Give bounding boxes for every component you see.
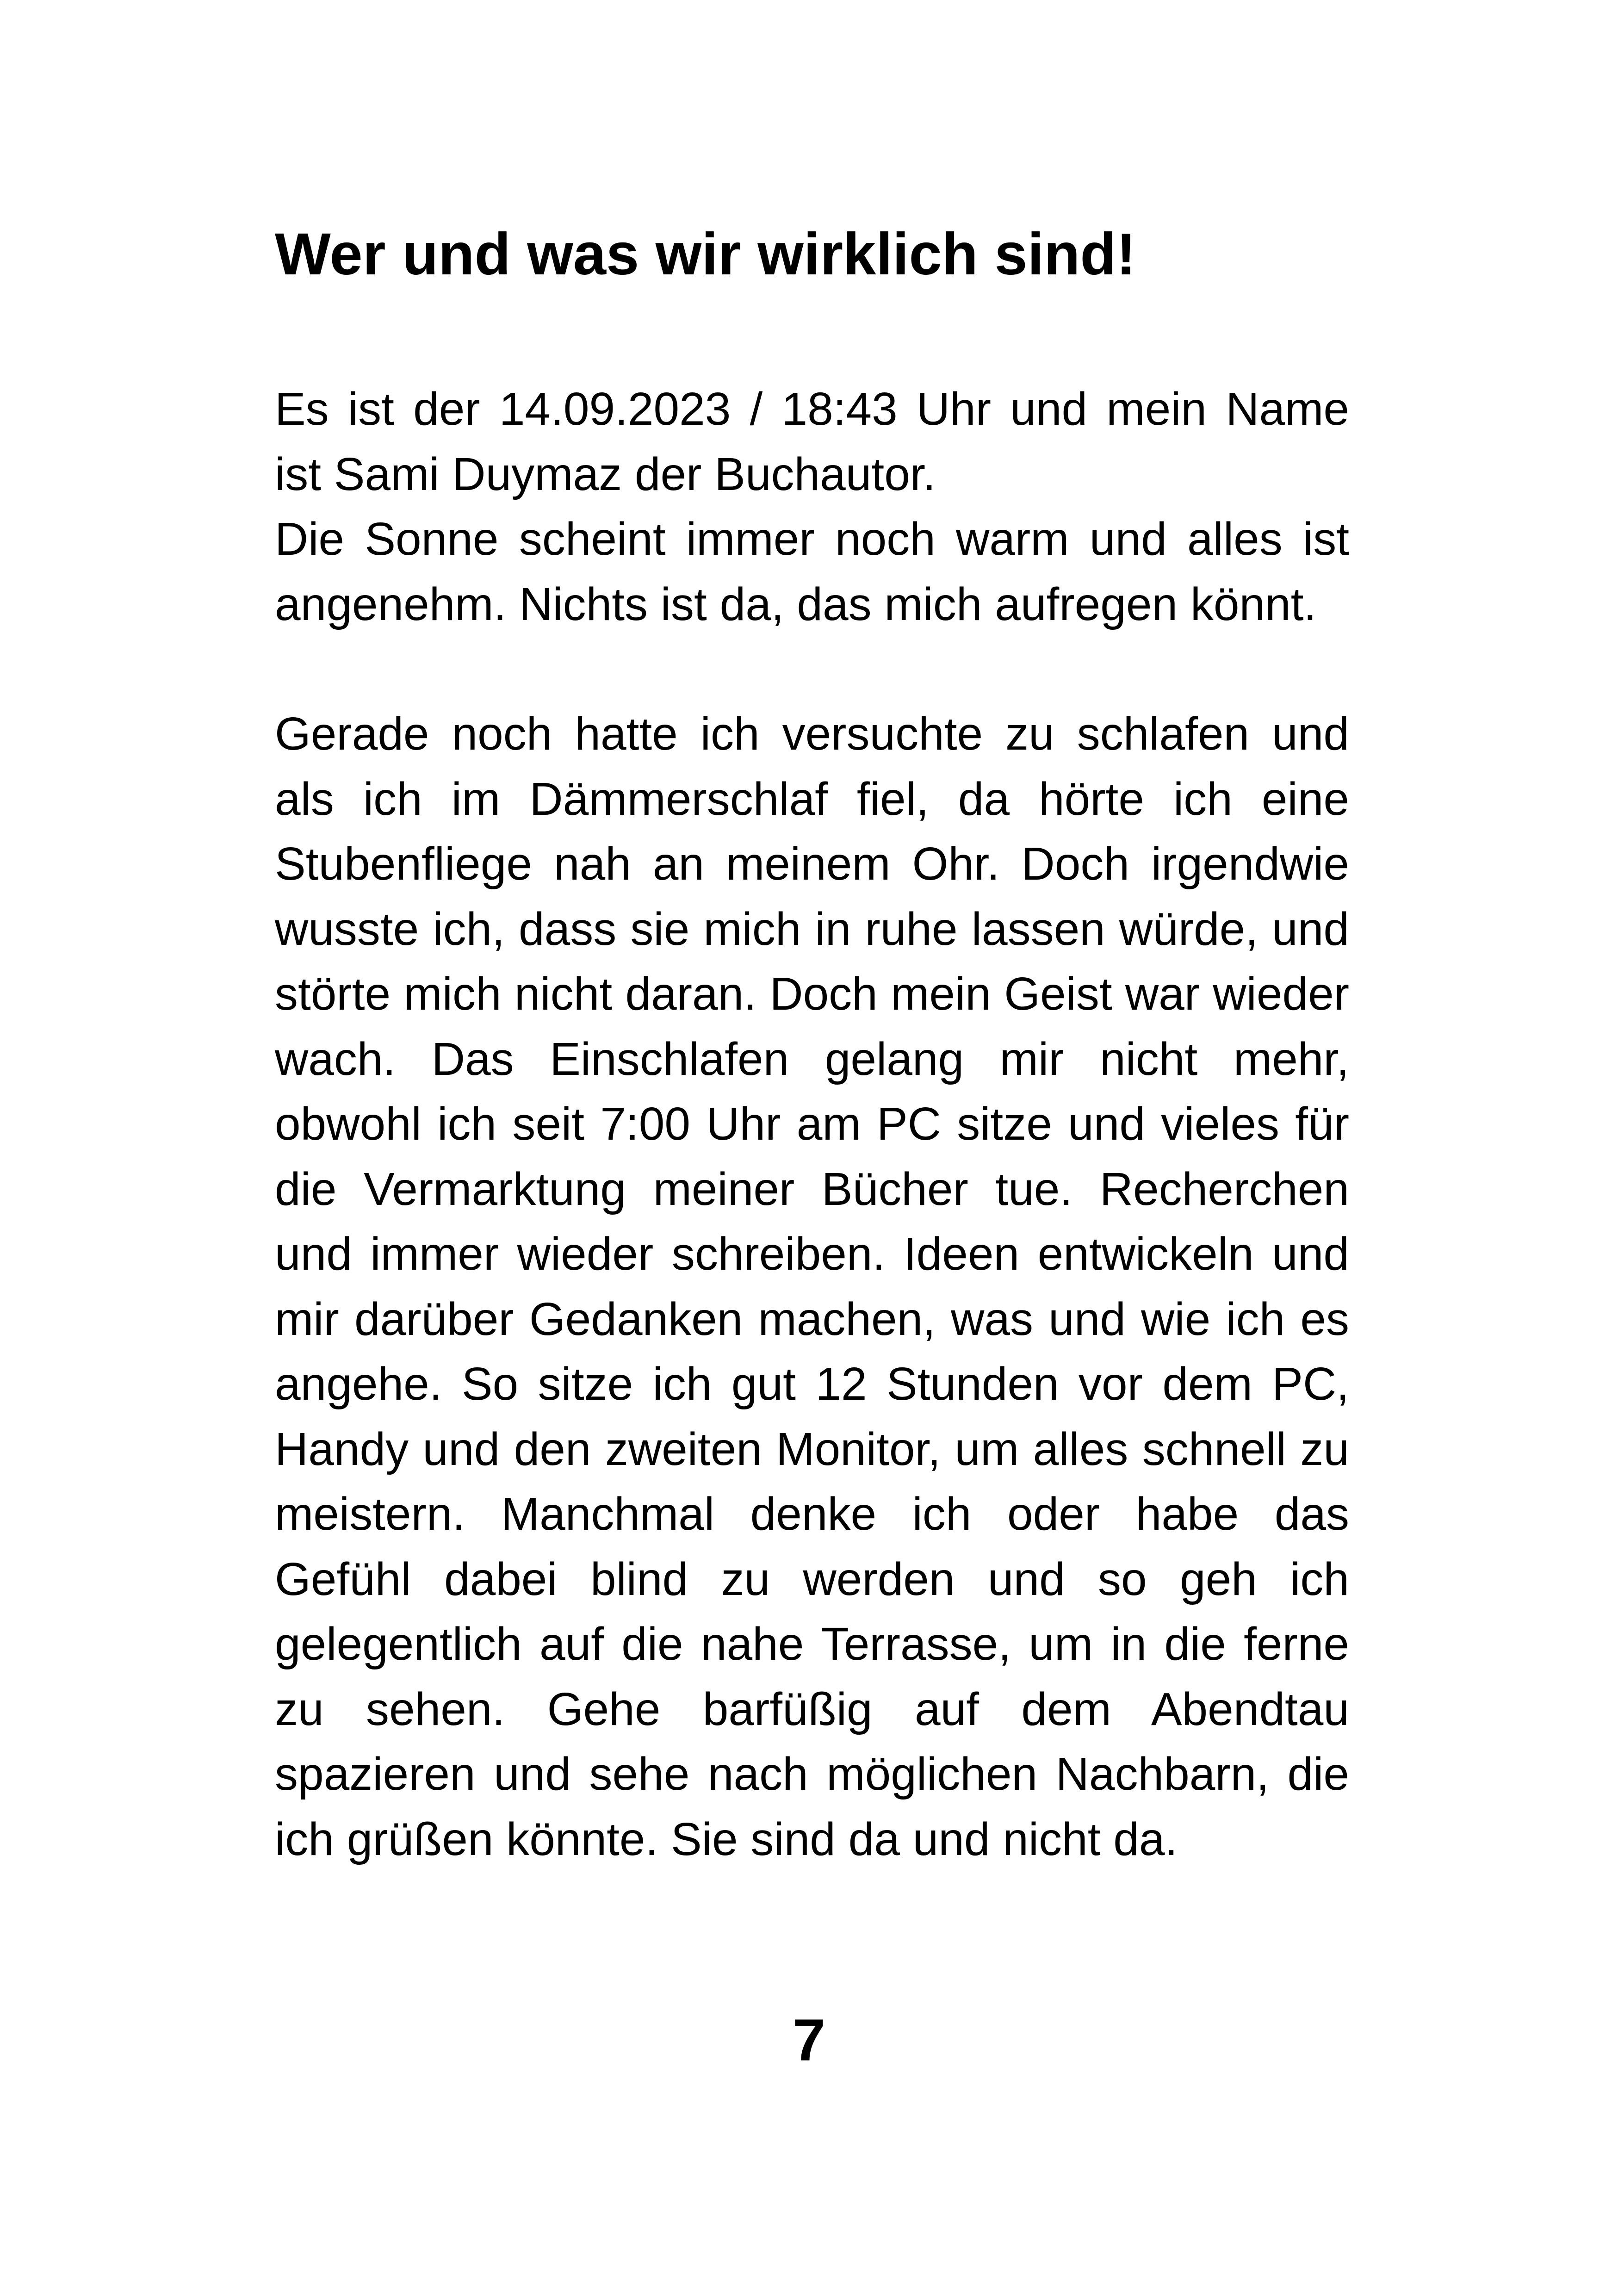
page-content — [275, 217, 1349, 1872]
page-number: 7 — [792, 2007, 826, 2073]
paragraph-intro-sentence-1: Es ist der 14.09.2023 / 18:43 Uhr und mein Name ist Sami Duymaz der Buchautor. — [275, 383, 1349, 500]
paragraph-intro — [275, 377, 1349, 637]
paragraph-intro-sentence-2: Die Sonne scheint immer noch warm und alles ist angenehm. Nichts ist da, das mich aufregen könnt. — [275, 513, 1349, 630]
paragraph-main: Gerade noch hatte ich versuchte zu schlafen und als ich im Dämmerschlaf fiel, da hörte ich eine Stubenfliege nah an meinem Ohr. Doch irgendwie wusste ich, dass sie mich in ruhe lassen würde, und störte mich nicht daran. Doch mein Geist war wieder wach. Das Einschlafen gelang mir nicht mehr, obwohl ich seit 7:00 Uhr am PC sitze und vieles für die Vermarktung meiner Bücher tue. Recherchen und immer wieder schreiben. Ideen entwickeln und mir darüber Gedanken machen, was und wie ich es angehe. So sitze ich gut 12 Stunden vor dem PC, Handy und den zweiten Monitor, um alles schnell zu meistern. Manchmal denke ich oder habe das Gefühl dabei blind zu werden und so geh ich gelegentlich auf die nahe Terrasse, um in die ferne zu sehen. Gehe barfüßig auf dem Abendtau spazieren und sehe nach möglichen Nachbarn, die ich grüßen könnte. Sie sind da und nicht da. — [275, 708, 1349, 1865]
chapter-title: Wer und was wir wirklich sind! — [275, 221, 1136, 287]
